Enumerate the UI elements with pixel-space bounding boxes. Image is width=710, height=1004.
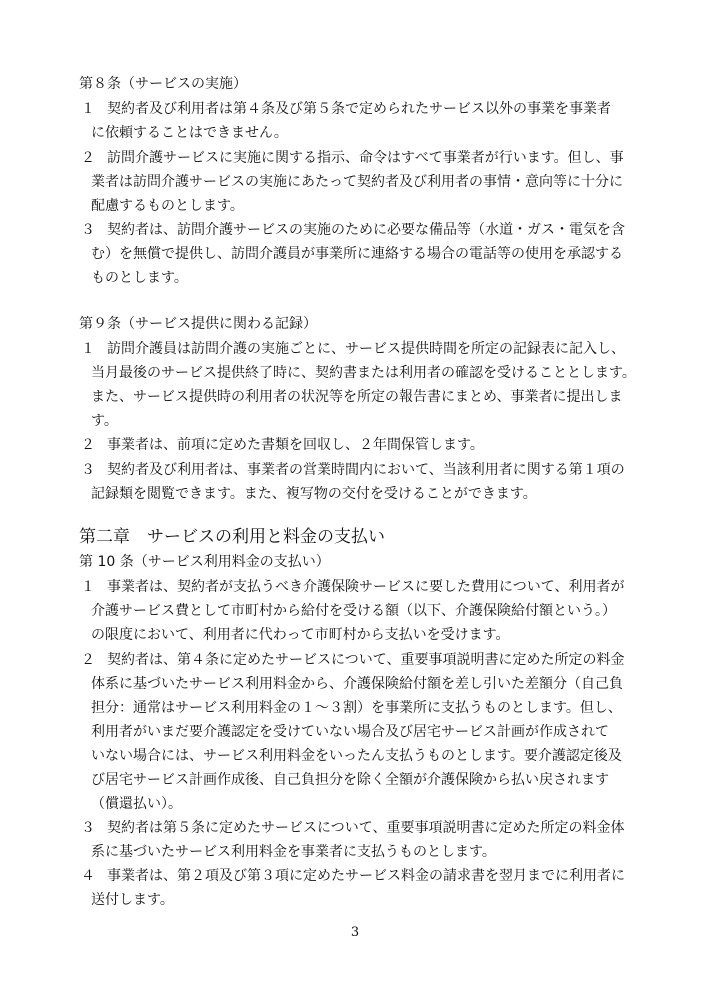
item-text-line: 契約者は、訪問介護サービスの実施のために必要な備品等（水道・ガス・電気を含 [107, 222, 625, 238]
item-text-line: 介護サービス費として市町村から給付を受ける額（以下、介護保険給付額という。） [91, 603, 616, 619]
item-number: ３ [81, 820, 95, 836]
item-text-line: 契約者及び利用者は、事業者の営業時間内において、当該利用者に関する第１項の [107, 462, 625, 478]
item-number: ４ [81, 868, 95, 884]
item-number: ２ [81, 150, 95, 166]
item-number: １ [81, 579, 95, 595]
item-text-line: 訪問介護サービスに実施に関する指示、命令はすべて事業者が行います。但し、事 [107, 150, 624, 166]
item-text-line: 事業者は、前項に定めた書類を回収し、２年間保管します。 [107, 437, 484, 453]
item-number: １ [81, 101, 95, 117]
chapter-2-title: 第二章 サービスの利用と料金の支払い [79, 527, 385, 547]
item-text-line: （償還払い）。 [91, 796, 182, 812]
item-text-line: また、サービス提供時の利用者の状況等を所定の報告書にまとめ、事業者に提出しま [91, 389, 623, 405]
item-number: ２ [81, 437, 95, 453]
item-text-line: に依頼することはできません。 [91, 125, 288, 141]
item-number: ３ [81, 222, 95, 238]
item-text-line: ものとします。 [91, 270, 188, 286]
article-9-title: 第９条（サービス提供に関わる記録） [79, 316, 317, 332]
item-text-line: 業者は訪問介護サービスの実施にあたって契約者及び利用者の事情・意向等に十分に [91, 174, 623, 190]
item-text-line: 事業者は、契約者が支払うべき介護保険サービスに要した費用について、利用者が [107, 579, 625, 595]
item-text-line: 系に基づいたサービス利用料金を事業者に支払うものとします。 [91, 844, 496, 860]
item-text-line: 体系に基づいたサービス利用料金から、介護保険給付額を差し引いた差額分（自己負 [91, 676, 623, 692]
item-text-line: び居宅サービス計画作成後、自己負担分を除く全額が介護保険から払い戻されます [91, 772, 609, 788]
item-text-line: 送付します。 [91, 892, 174, 908]
item-text-line: 契約者は第５条に定めたサービスについて、重要事項説明書に定めた所定の料金体 [107, 820, 625, 836]
item-number: ２ [81, 652, 95, 668]
item-text-line: 利用者がいまだ要介護認定を受けていない場合及び居宅サービス計画が作成されて [91, 724, 609, 740]
item-number: １ [81, 341, 95, 357]
page-number: 3 [350, 925, 360, 940]
item-text-line: 担分：通常はサービス利用料金の１～３割）を事業所に支払うものとします。但し、 [91, 700, 622, 716]
item-text-line: 記録類を閲覧できます。また、複写物の交付を受けることができます。 [91, 486, 537, 502]
item-text-line: の限度において、利用者に代わって市町村から支払いを受けます。 [91, 627, 510, 643]
item-text-line: む）を無償で提供し、訪問介護員が事業所に連絡する場合の電話等の使用を承認する [91, 246, 623, 262]
item-text-line: いない場合には、サービス利用料金をいったん支払うものとします。要介護認定後及 [91, 748, 622, 764]
item-number: ３ [81, 462, 95, 478]
item-text-line: 事業者は、第２項及び第３項に定めたサービス料金の請求書を翌月までに利用者に [107, 868, 625, 884]
item-text-line: 訪問介護員は訪問介護の実施ごとに、サービス提供時間を所定の記録表に記入し、 [107, 341, 625, 357]
item-text-line: 契約者は、第４条に定めたサービスについて、重要事項説明書に定めた所定の料金 [107, 652, 625, 668]
item-text-line: 契約者及び利用者は第４条及び第５条で定められたサービス以外の事業を事業者 [107, 101, 611, 117]
article-8-title: 第８条（サービスの実施） [79, 76, 247, 92]
item-text-line: す。 [91, 413, 118, 429]
item-text-line: 当月最後のサービス提供終了時に、契約書または利用者の確認を受けることとします。 [91, 365, 636, 381]
article-10-title: 第 10 条（サービス利用料金の支払い） [79, 554, 330, 570]
item-text-line: 配慮するものとします。 [91, 198, 244, 214]
